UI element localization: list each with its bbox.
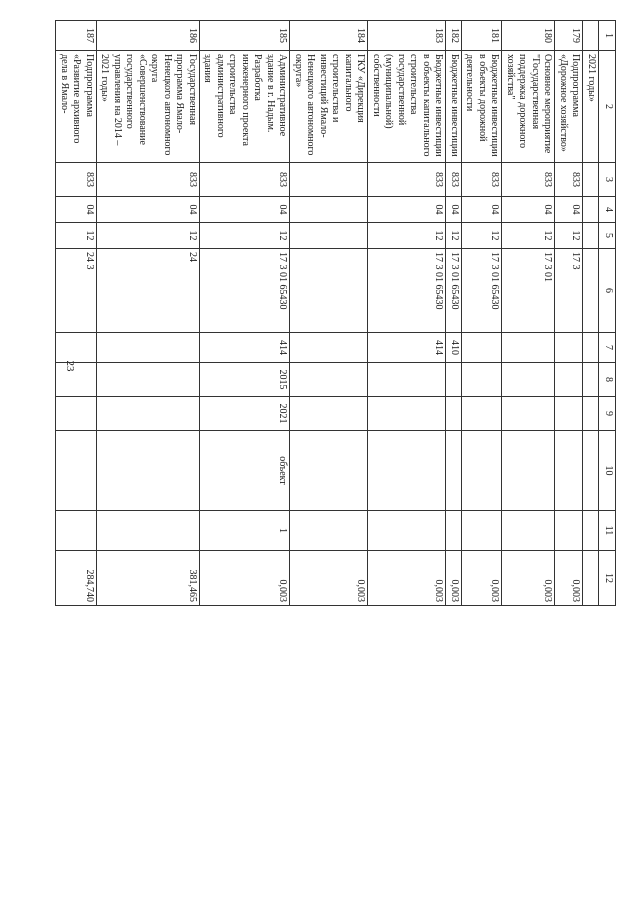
table-cell-c8 — [446, 363, 462, 397]
table-row — [583, 21, 599, 606]
table-cell-c8 — [583, 363, 599, 397]
table-cell-c7: 414 — [200, 333, 291, 363]
table-row — [56, 21, 97, 606]
table-cell-name: Бюджетные инвестиции в объекты дорожной деятельности — [462, 51, 503, 163]
table-cell-c8 — [368, 363, 446, 397]
table-cell-n: 184 — [290, 21, 368, 51]
table-cell-c5: 12 — [97, 223, 200, 249]
col-header: 7 — [599, 333, 616, 363]
table-cell-c11 — [583, 511, 599, 551]
table-cell-name: Подпрограмма «Дорожное хозяйство» — [555, 51, 583, 163]
col-header: 9 — [599, 397, 616, 431]
table-cell-c8: 2015 — [200, 363, 291, 397]
table-row — [200, 21, 291, 606]
table-cell-c4 — [290, 197, 368, 223]
col-header: 12 — [599, 551, 616, 606]
table-cell-c6: 17 3 01 65430 — [368, 249, 446, 333]
table-cell-name: Административное здание в г. Надым. Разработка инженерного проекта строительства административного здания — [200, 51, 291, 163]
table-cell-c3 — [290, 163, 368, 197]
table-cell-c3: 833 — [97, 163, 200, 197]
table-row — [502, 21, 555, 606]
table-row — [368, 21, 446, 606]
table-cell-c8 — [97, 363, 200, 397]
table-cell-c10 — [555, 431, 583, 511]
table-row — [555, 21, 583, 606]
col-header: 8 — [599, 363, 616, 397]
table-cell-c11 — [368, 511, 446, 551]
budget-table — [56, 20, 617, 606]
table-cell-c4: 04 — [97, 197, 200, 223]
table-cell-c10 — [97, 431, 200, 511]
col-header: 3 — [599, 163, 616, 197]
table-cell-c9 — [290, 397, 368, 431]
table-cell-c6 — [583, 249, 599, 333]
table-cell-c6: 24 — [97, 249, 200, 333]
table-cell-c7 — [583, 333, 599, 363]
table-cell-c5 — [583, 223, 599, 249]
table-cell-c8 — [462, 363, 503, 397]
table-cell-c10 — [502, 431, 555, 511]
table-cell-c7 — [290, 333, 368, 363]
rotated-table-container — [59, 20, 616, 605]
table-cell-c11 — [502, 511, 555, 551]
table-cell-name: Основное мероприятие "Государственная поддержка дорожного хозяйства" — [502, 51, 555, 163]
table-cell-c3: 833 — [446, 163, 462, 197]
table-cell-c9 — [368, 397, 446, 431]
table-cell-c4: 04 — [368, 197, 446, 223]
table-cell-c10 — [368, 431, 446, 511]
table-cell-c5: 12 — [462, 223, 503, 249]
table-cell-name: Подпрограмма «Развитие архивного дела в Ямало- — [56, 51, 97, 163]
table-cell-c5: 12 — [200, 223, 291, 249]
table-cell-c4 — [583, 197, 599, 223]
table-cell-c9 — [555, 397, 583, 431]
table-cell-c11 — [290, 511, 368, 551]
table-cell-n: 180 — [502, 21, 555, 51]
table-cell-c11 — [56, 511, 97, 551]
table-cell-c4: 04 — [555, 197, 583, 223]
table-cell-c9 — [446, 397, 462, 431]
table-cell-c4: 04 — [200, 197, 291, 223]
table-cell-c10: объект — [200, 431, 291, 511]
table-cell-n: 181 — [462, 21, 503, 51]
table-cell-c12: 0,003 — [446, 551, 462, 606]
table-cell-c11 — [462, 511, 503, 551]
table-cell-c3: 833 — [502, 163, 555, 197]
table-row — [97, 21, 200, 606]
table-cell-c8 — [290, 363, 368, 397]
table-cell-c3: 833 — [368, 163, 446, 197]
table-cell-c12: 284,740 — [56, 551, 97, 606]
col-header: 4 — [599, 197, 616, 223]
table-cell-c6: 17 3 01 65430 — [462, 249, 503, 333]
table-cell-c12: 0,003 — [462, 551, 503, 606]
table-cell-c3: 833 — [56, 163, 97, 197]
table-cell-c9 — [97, 397, 200, 431]
table-cell-c5: 12 — [368, 223, 446, 249]
table-cell-name: Бюджетные инвестиции в объекты капитального строительства государственной (муниципальной) собственности — [368, 51, 446, 163]
col-header: 2 — [599, 51, 616, 163]
table-cell-c6 — [290, 249, 368, 333]
table-cell-name: ГКУ «Дирекция капитального строительства и инвестиций Ямало-Ненецкого автономного округа» — [290, 51, 368, 163]
table-cell-c11 — [97, 511, 200, 551]
col-header: 1 — [599, 21, 616, 51]
table-cell-c12: 0,003 — [290, 551, 368, 606]
table-cell-c7 — [97, 333, 200, 363]
table-cell-n: 182 — [446, 21, 462, 51]
table-cell-c5: 12 — [555, 223, 583, 249]
table-cell-c3: 833 — [555, 163, 583, 197]
table-cell-c7 — [56, 333, 97, 363]
table-cell-c7: 410 — [446, 333, 462, 363]
table-cell-c10 — [56, 431, 97, 511]
table-row — [462, 21, 503, 606]
table-cell-c8 — [56, 363, 97, 397]
table-cell-c8 — [502, 363, 555, 397]
table-cell-c10 — [462, 431, 503, 511]
table-cell-c7 — [502, 333, 555, 363]
page-number: 23 — [64, 360, 76, 372]
table-cell-c7 — [462, 333, 503, 363]
table-cell-c5 — [290, 223, 368, 249]
table-cell-n: 187 — [56, 21, 97, 51]
table-cell-c6: 17 3 01 — [502, 249, 555, 333]
table-cell-c6: 17 3 — [555, 249, 583, 333]
table-cell-c12: 0,003 — [502, 551, 555, 606]
table-cell-c12: 0,003 — [555, 551, 583, 606]
table-cell-c9: 2021 — [200, 397, 291, 431]
table-cell-c11: 1 — [200, 511, 291, 551]
table-cell-c12 — [583, 551, 599, 606]
col-header: 6 — [599, 249, 616, 333]
table-cell-c3: 833 — [462, 163, 503, 197]
table-cell-c9 — [502, 397, 555, 431]
table-cell-n: 186 — [97, 21, 200, 51]
table-cell-c3 — [583, 163, 599, 197]
table-cell-name: Государственная программа Ямало-Ненецкого автономного округа «Совершенствование государственного управления на 2014 – 2021 годы» — [97, 51, 200, 163]
table-cell-c6: 24 3 — [56, 249, 97, 333]
table-cell-c4: 04 — [446, 197, 462, 223]
table-cell-c11 — [555, 511, 583, 551]
table-cell-name: Бюджетные инвестиции — [446, 51, 462, 163]
table-cell-c7 — [555, 333, 583, 363]
table-cell-c12: 381,465 — [97, 551, 200, 606]
table-cell-c9 — [56, 397, 97, 431]
table-cell-c3: 833 — [200, 163, 291, 197]
col-header: 5 — [599, 223, 616, 249]
table-row — [290, 21, 368, 606]
table-cell-c5: 12 — [56, 223, 97, 249]
table-cell-n: 183 — [368, 21, 446, 51]
table-cell-n — [583, 21, 599, 51]
table-cell-n: 179 — [555, 21, 583, 51]
table-cell-c12: 0,003 — [200, 551, 291, 606]
col-header: 11 — [599, 511, 616, 551]
table-cell-c11 — [446, 511, 462, 551]
table-cell-c4: 04 — [502, 197, 555, 223]
table-cell-c4: 04 — [462, 197, 503, 223]
table-cell-c10 — [446, 431, 462, 511]
table-cell-c6: 17 3 01 65430 — [200, 249, 291, 333]
table-cell-c7: 414 — [368, 333, 446, 363]
table-cell-c5: 12 — [446, 223, 462, 249]
table-cell-c9 — [583, 397, 599, 431]
header-row — [599, 21, 616, 606]
table-cell-c12: 0,003 — [368, 551, 446, 606]
table-cell-name: 2021 годы» — [583, 51, 599, 163]
table-cell-c6: 17 3 01 65430 — [446, 249, 462, 333]
table-cell-c10 — [290, 431, 368, 511]
table-cell-c9 — [462, 397, 503, 431]
table-cell-n: 185 — [200, 21, 291, 51]
table-cell-c5: 12 — [502, 223, 555, 249]
table-cell-c4: 04 — [56, 197, 97, 223]
table-cell-c8 — [555, 363, 583, 397]
table-cell-c10 — [583, 431, 599, 511]
table-row — [446, 21, 462, 606]
col-header: 10 — [599, 431, 616, 511]
